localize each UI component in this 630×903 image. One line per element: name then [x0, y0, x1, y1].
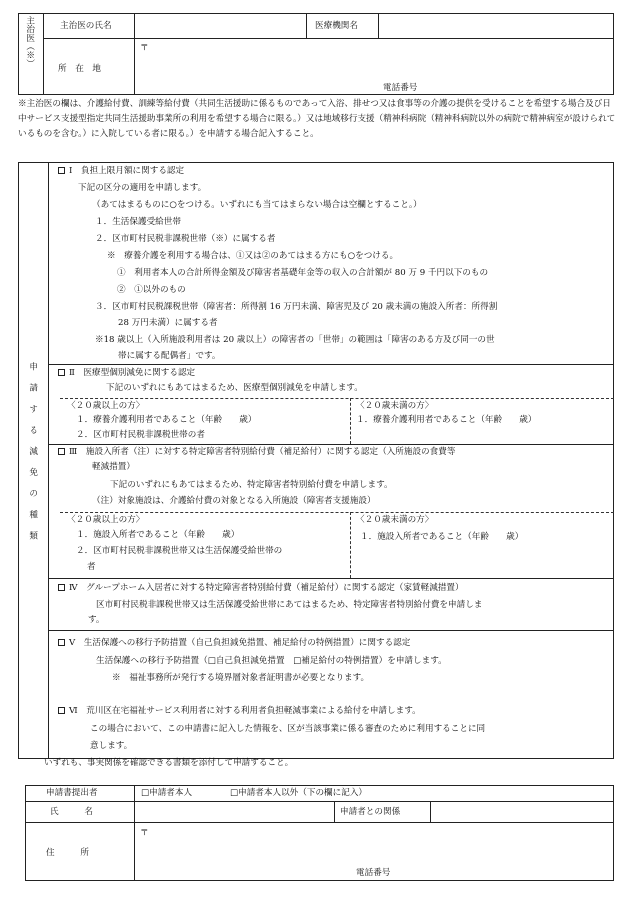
- s1-line: ① 利用者本人の合計所得金額及び障害者基礎年金等の収入の合計額が 80 万 9 千円以下のもの: [117, 268, 489, 278]
- s3-right-head: 〈２０歳未満の方〉: [356, 515, 434, 525]
- doctor-phone-label: 電話番号: [383, 83, 418, 93]
- institution-field[interactable]: [380, 15, 612, 36]
- s1-line: 28 万円未満）に属する者: [118, 318, 218, 328]
- section2-title: Ⅱ 医療型個別減免に関する認定: [58, 368, 195, 379]
- s3-title2: 軽減措置）: [92, 462, 135, 472]
- section5-checkbox[interactable]: [58, 639, 65, 646]
- s3-right-item: １．施設入所者であること（年齢 歳）: [360, 532, 524, 542]
- s4-line: す。: [88, 615, 105, 625]
- doctor-address-label: 所 在 地: [58, 64, 101, 74]
- s2-right-item: １．療養介護利用者であること（年齢 歳）: [356, 415, 537, 425]
- s1-line: 下記の区分の適用を申請します。: [78, 183, 207, 193]
- section3-title: Ⅲ 施設入所者（注）に対する特定障害者特別給付費（補足給付）に関する認定（入所施設の食費等: [58, 447, 455, 458]
- s1-line: 帯に属する配偶者」です。: [118, 351, 221, 361]
- applicant-name-label: 氏 名: [50, 807, 93, 817]
- applicant-postal-mark: 〒: [140, 828, 149, 838]
- section1-checkbox[interactable]: [58, 167, 65, 174]
- s1-line: ※ 療養介護を利用する場合は、①又は②のあてはまる方にも○をつける。: [107, 251, 399, 261]
- postal-mark: 〒: [140, 43, 149, 53]
- s2-left-item: １．療養介護利用者であること（年齢 歳）: [76, 415, 257, 425]
- s1-line: （あてはまるものに○をつける。いずれにも当てはまらない場合は空欄とすること。）: [92, 200, 422, 210]
- s4-line: 区市町村民税非課税世帯又は生活保護受給世帯にあてはまるため、特定障害者特別給付費を申請しま: [96, 600, 483, 610]
- s1-line: ※18 歳以上（入所施設利用者は 20 歳以上）の障害者の「世帯」の範囲は「障害のある方及び同一の世: [95, 335, 495, 345]
- section6-checkbox[interactable]: [58, 707, 65, 714]
- institution-label: 医療機関名: [315, 21, 358, 31]
- applicant-phone-label: 電話番号: [356, 868, 391, 878]
- s6-line: この場合において、この申請書に記入した情報を、区が当該事業に係る審査のために利用することに同: [90, 724, 486, 734]
- s1-line: ３．区市町村民税課税世帯（障害者：所得割 16 万円未満、障害児及び 20 歳未満の施設入所者：所得割: [95, 302, 498, 312]
- relation-label: 申請者との関係: [340, 807, 401, 817]
- s3-note: （注）対象施設は、介護給付費の対象となる入所施設（障害者支援施設）: [92, 496, 376, 506]
- doctor-note: ※主治医の欄は、介護給付費、訓練等給付費（共同生活援助に係るものであって入浴、排せつ又は食事等の介護の提供を受けることを希望する場合及び日中サービス支援型指定共同生活援助事業所の利用を希望する場合に限る。）又は地域移行支援（精神科病院（精神科病院以外の病院で精神病室が設けられているものを含む。）に入院している者に限る。）を申請する場合記入すること。: [18, 99, 616, 139]
- section3-checkbox[interactable]: [58, 448, 65, 455]
- self-option[interactable]: □申請者本人: [141, 788, 193, 798]
- applicant-address-field[interactable]: [150, 826, 610, 864]
- doctor-address-field[interactable]: [150, 41, 610, 77]
- section2-checkbox[interactable]: [58, 369, 65, 376]
- s3-left-item: １．施設入所者であること（年齢 歳）: [76, 530, 240, 540]
- s2-left-item: ２．区市町村民税非課税世帯の者: [76, 430, 205, 440]
- section4-title: Ⅳ グループホーム入居者に対する特定障害者特別給付費（補足給付）に関する認定（家賃軽減措置）: [58, 583, 464, 594]
- applicant-address-label: 住 所: [46, 848, 89, 858]
- relation-field[interactable]: [432, 803, 612, 820]
- s1-line: ② ①以外のもの: [117, 285, 186, 295]
- s3-left-head: 〈２０歳以上の方〉: [67, 515, 145, 525]
- section4-checkbox[interactable]: [58, 584, 65, 591]
- other-option[interactable]: □申請者本人以外（下の欄に記入）: [230, 788, 368, 798]
- reduction-side-label: 申請する減免の種類: [27, 362, 38, 552]
- s2-left-head: 〈２０歳以上の方〉: [67, 401, 145, 411]
- doctor-name-field[interactable]: [136, 15, 304, 36]
- bottom-note: いずれも、事実関係を確認できる書類を添付して申請すること。: [44, 758, 294, 768]
- section6-title: Ⅵ 荒川区在宅福祉サービス利用者に対する利用者負担軽減事業による給付を申請します。: [58, 706, 421, 717]
- s1-line: １．生活保護受給世帯: [95, 217, 181, 227]
- doctor-side-label: 主治医（※）: [24, 16, 35, 68]
- s3-lead: 下記のいずれにもあてはまるため、特定障害者特別給付費を申請します。: [110, 480, 393, 490]
- submitter-label: 申請書提出者: [46, 788, 98, 798]
- s6-line: 意します。: [90, 741, 133, 751]
- s1-line: ２．区市町村民税非課税世帯（※）に属する者: [95, 234, 276, 244]
- section1-title: Ⅰ 負担上限月額に関する認定: [58, 166, 184, 177]
- doctor-name-label: 主治医の氏名: [60, 21, 112, 31]
- s3-left-item: ２．区市町村民税非課税世帯又は生活保護受給世帯の: [76, 546, 283, 556]
- applicant-name-field[interactable]: [136, 803, 332, 820]
- s5-line1: 生活保護への移行予防措置（□自己負担減免措置 □補足給付の特例措置）を申請します。: [96, 656, 447, 666]
- s3-left-item: 者: [87, 562, 96, 572]
- section5-title: Ⅴ 生活保護への移行予防措置（自己負担減免措置、補足給付の特例措置）に関する認定: [58, 638, 410, 649]
- s5-line2: ※ 福祉事務所が発行する境界層対象者証明書が必要となります。: [112, 673, 370, 683]
- s2-right-head: 〈２０歳未満の方〉: [356, 401, 434, 411]
- s2-lead: 下記のいずれにもあてはまるため、医療型個別減免を申請します。: [106, 383, 363, 393]
